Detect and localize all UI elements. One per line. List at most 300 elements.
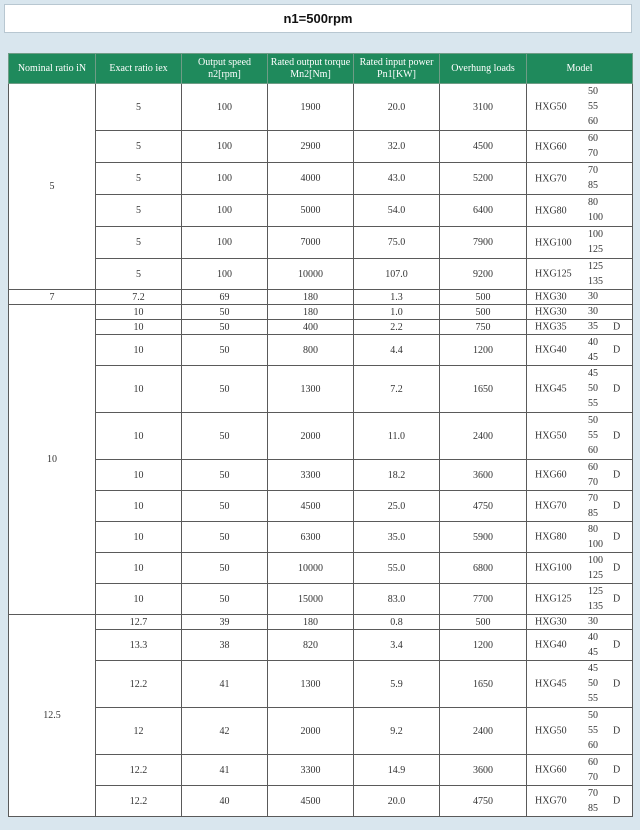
rated-torque-cell: 180 bbox=[268, 615, 354, 630]
rated-torque-cell: 3300 bbox=[268, 755, 354, 786]
model-name: HXG40 bbox=[535, 344, 567, 356]
model-sizes bbox=[588, 163, 598, 194]
table-row bbox=[9, 553, 633, 584]
table-row bbox=[9, 84, 633, 131]
rated-power-cell: 20.0 bbox=[354, 786, 440, 817]
table-row bbox=[9, 584, 633, 615]
table-row bbox=[9, 708, 633, 755]
rated-torque-cell: 4500 bbox=[268, 491, 354, 522]
model-sizes bbox=[588, 320, 598, 334]
exact-ratio-cell: 12 bbox=[96, 708, 182, 755]
overhung-load-cell: 2400 bbox=[440, 708, 527, 755]
output-speed-cell: 100 bbox=[182, 84, 268, 131]
overhung-load-cell: 500 bbox=[440, 305, 527, 320]
model-size: 70 bbox=[588, 476, 598, 488]
rated-torque-cell: 10000 bbox=[268, 553, 354, 584]
model-suffix: D bbox=[613, 593, 621, 605]
model-size: 125 bbox=[588, 585, 603, 597]
exact-ratio-cell: 10 bbox=[96, 413, 182, 460]
model-size: 70 bbox=[588, 787, 598, 799]
model-name: HXG50 bbox=[535, 725, 567, 737]
model-size: 50 bbox=[588, 382, 598, 394]
model-name: HXG60 bbox=[535, 469, 567, 481]
model-cell-content bbox=[527, 227, 632, 258]
model-size: 60 bbox=[588, 116, 598, 128]
model-sizes bbox=[588, 84, 598, 130]
model-cell bbox=[527, 320, 633, 335]
model-size: 55 bbox=[588, 693, 598, 705]
model-name: HXG30 bbox=[535, 616, 567, 628]
header-output-speed: Output speed n2[rpm] bbox=[182, 54, 268, 84]
model-size: 50 bbox=[588, 709, 598, 721]
output-speed-cell: 38 bbox=[182, 630, 268, 661]
model-cell bbox=[527, 335, 633, 366]
model-size: 85 bbox=[588, 507, 598, 519]
model-cell bbox=[527, 227, 633, 259]
model-cell bbox=[527, 491, 633, 522]
header-exact-ratio: Exact ratio iex bbox=[96, 54, 182, 84]
model-suffix: D bbox=[613, 531, 621, 543]
model-cell-content bbox=[527, 661, 632, 707]
model-name: HXG100 bbox=[535, 237, 572, 248]
rated-power-cell: 20.0 bbox=[354, 84, 440, 131]
rated-torque-cell: 820 bbox=[268, 630, 354, 661]
output-speed-cell: 42 bbox=[182, 708, 268, 755]
model-cell-content bbox=[527, 522, 632, 552]
overhung-load-cell: 5200 bbox=[440, 163, 527, 195]
output-speed-cell: 100 bbox=[182, 259, 268, 290]
overhung-load-cell: 1650 bbox=[440, 366, 527, 413]
rated-torque-cell: 1900 bbox=[268, 84, 354, 131]
rated-torque-cell: 7000 bbox=[268, 227, 354, 259]
model-size: 55 bbox=[588, 398, 598, 410]
output-speed-cell: 50 bbox=[182, 522, 268, 553]
output-speed-cell: 41 bbox=[182, 755, 268, 786]
model-sizes bbox=[588, 259, 603, 289]
model-size: 30 bbox=[588, 291, 598, 302]
overhung-load-cell: 4750 bbox=[440, 491, 527, 522]
model-cell-content bbox=[527, 584, 632, 614]
exact-ratio-cell: 5 bbox=[96, 195, 182, 227]
table-row bbox=[9, 661, 633, 708]
model-size: 30 bbox=[588, 306, 598, 317]
output-speed-cell: 50 bbox=[182, 335, 268, 366]
model-cell bbox=[527, 131, 633, 163]
model-cell bbox=[527, 708, 633, 755]
rated-power-cell: 75.0 bbox=[354, 227, 440, 259]
model-size: 40 bbox=[588, 631, 598, 643]
model-cell-content bbox=[527, 708, 632, 754]
model-cell bbox=[527, 615, 633, 630]
model-name: HXG70 bbox=[535, 500, 567, 512]
model-size: 125 bbox=[588, 569, 603, 581]
model-sizes bbox=[588, 584, 603, 614]
model-cell-content bbox=[527, 84, 632, 130]
model-sizes bbox=[588, 553, 603, 583]
exact-ratio-cell: 10 bbox=[96, 584, 182, 615]
model-suffix: D bbox=[613, 321, 621, 333]
rated-torque-cell: 2000 bbox=[268, 413, 354, 460]
overhung-load-cell: 1200 bbox=[440, 630, 527, 661]
overhung-load-cell: 9200 bbox=[440, 259, 527, 290]
exact-ratio-cell: 12.7 bbox=[96, 615, 182, 630]
model-name: HXG35 bbox=[535, 321, 567, 333]
rated-power-cell: 2.2 bbox=[354, 320, 440, 335]
model-size: 60 bbox=[588, 132, 598, 144]
model-suffix: D bbox=[613, 639, 621, 651]
model-cell-content bbox=[527, 755, 632, 785]
output-speed-cell: 40 bbox=[182, 786, 268, 817]
model-suffix: D bbox=[613, 383, 621, 395]
rated-power-cell: 1.3 bbox=[354, 290, 440, 305]
output-speed-cell: 50 bbox=[182, 413, 268, 460]
model-name: HXG70 bbox=[535, 173, 567, 184]
model-suffix: D bbox=[613, 764, 621, 776]
model-name: HXG125 bbox=[535, 268, 572, 280]
nominal-ratio-cell: 10 bbox=[9, 305, 96, 615]
model-suffix: D bbox=[613, 562, 621, 574]
model-size: 100 bbox=[588, 228, 603, 240]
nominal-ratio-cell: 7 bbox=[9, 290, 96, 305]
model-name: HXG50 bbox=[535, 101, 567, 113]
model-size: 135 bbox=[588, 600, 603, 612]
exact-ratio-cell: 10 bbox=[96, 522, 182, 553]
model-sizes bbox=[588, 460, 598, 490]
model-suffix: D bbox=[613, 430, 621, 442]
exact-ratio-cell: 12.2 bbox=[96, 661, 182, 708]
model-size: 85 bbox=[588, 802, 598, 814]
header-model: Model bbox=[527, 54, 633, 84]
model-sizes bbox=[588, 366, 598, 412]
model-cell bbox=[527, 584, 633, 615]
rated-torque-cell: 5000 bbox=[268, 195, 354, 227]
model-sizes bbox=[588, 305, 598, 319]
overhung-load-cell: 1650 bbox=[440, 661, 527, 708]
table-row bbox=[9, 615, 633, 630]
exact-ratio-cell: 13.3 bbox=[96, 630, 182, 661]
exact-ratio-cell: 5 bbox=[96, 163, 182, 195]
model-sizes bbox=[588, 661, 598, 707]
page-title: n1=500rpm bbox=[4, 4, 632, 33]
model-suffix: D bbox=[613, 500, 621, 512]
table-row bbox=[9, 786, 633, 817]
model-name: HXG45 bbox=[535, 383, 567, 395]
overhung-load-cell: 5900 bbox=[440, 522, 527, 553]
model-size: 60 bbox=[588, 756, 598, 768]
rated-torque-cell: 400 bbox=[268, 320, 354, 335]
output-speed-cell: 50 bbox=[182, 305, 268, 320]
output-speed-cell: 50 bbox=[182, 553, 268, 584]
exact-ratio-cell: 5 bbox=[96, 131, 182, 163]
overhung-load-cell: 500 bbox=[440, 615, 527, 630]
rated-power-cell: 1.0 bbox=[354, 305, 440, 320]
rated-power-cell: 83.0 bbox=[354, 584, 440, 615]
rated-torque-cell: 6300 bbox=[268, 522, 354, 553]
rated-torque-cell: 3300 bbox=[268, 460, 354, 491]
rated-torque-cell: 4000 bbox=[268, 163, 354, 195]
model-size: 100 bbox=[588, 554, 603, 566]
rated-power-cell: 55.0 bbox=[354, 553, 440, 584]
overhung-load-cell: 3600 bbox=[440, 755, 527, 786]
model-sizes bbox=[588, 131, 598, 162]
model-suffix: D bbox=[613, 469, 621, 481]
rated-power-cell: 3.4 bbox=[354, 630, 440, 661]
table-row bbox=[9, 320, 633, 335]
exact-ratio-cell: 10 bbox=[96, 305, 182, 320]
model-name: HXG70 bbox=[535, 795, 567, 807]
model-name: HXG60 bbox=[535, 141, 567, 152]
output-speed-cell: 41 bbox=[182, 661, 268, 708]
table-row bbox=[9, 460, 633, 491]
rated-power-cell: 4.4 bbox=[354, 335, 440, 366]
model-size: 55 bbox=[588, 724, 598, 736]
output-speed-cell: 50 bbox=[182, 491, 268, 522]
model-sizes bbox=[588, 413, 598, 459]
table-row bbox=[9, 290, 633, 305]
model-size: 70 bbox=[588, 148, 598, 160]
overhung-load-cell: 6800 bbox=[440, 553, 527, 584]
table-row bbox=[9, 305, 633, 320]
model-size: 80 bbox=[588, 523, 598, 535]
output-speed-cell: 100 bbox=[182, 163, 268, 195]
rating-table bbox=[8, 53, 633, 817]
exact-ratio-cell: 5 bbox=[96, 84, 182, 131]
model-cell-content bbox=[527, 259, 632, 289]
model-sizes bbox=[588, 491, 598, 521]
model-name: HXG45 bbox=[535, 678, 567, 690]
table-row bbox=[9, 227, 633, 259]
model-cell bbox=[527, 522, 633, 553]
exact-ratio-cell: 10 bbox=[96, 320, 182, 335]
model-size: 50 bbox=[588, 677, 598, 689]
rating-table-container bbox=[8, 53, 632, 817]
model-cell-content bbox=[527, 366, 632, 412]
header-overhung-loads: Overhung loads bbox=[440, 54, 527, 84]
rated-power-cell: 0.8 bbox=[354, 615, 440, 630]
model-size: 80 bbox=[588, 196, 598, 208]
model-size: 40 bbox=[588, 336, 598, 348]
model-size: 35 bbox=[588, 321, 598, 332]
output-speed-cell: 100 bbox=[182, 227, 268, 259]
model-size: 70 bbox=[588, 492, 598, 504]
model-size: 70 bbox=[588, 164, 598, 176]
model-cell bbox=[527, 366, 633, 413]
rated-torque-cell: 2900 bbox=[268, 131, 354, 163]
model-name: HXG50 bbox=[535, 430, 567, 442]
model-cell-content bbox=[527, 630, 632, 660]
model-name: HXG30 bbox=[535, 306, 567, 318]
rated-power-cell: 54.0 bbox=[354, 195, 440, 227]
model-cell bbox=[527, 163, 633, 195]
overhung-load-cell: 3100 bbox=[440, 84, 527, 131]
model-cell bbox=[527, 661, 633, 708]
model-size: 60 bbox=[588, 445, 598, 457]
table-row bbox=[9, 366, 633, 413]
model-cell-content bbox=[527, 553, 632, 583]
model-size: 55 bbox=[588, 100, 598, 112]
model-cell-content bbox=[527, 786, 632, 816]
rated-power-cell: 14.9 bbox=[354, 755, 440, 786]
model-size: 45 bbox=[588, 662, 598, 674]
model-cell-content bbox=[527, 290, 632, 304]
overhung-load-cell: 3600 bbox=[440, 460, 527, 491]
model-name: HXG125 bbox=[535, 593, 572, 605]
output-speed-cell: 39 bbox=[182, 615, 268, 630]
table-row bbox=[9, 755, 633, 786]
table-header bbox=[9, 54, 633, 84]
table-row bbox=[9, 630, 633, 661]
model-size: 85 bbox=[588, 180, 598, 192]
rated-power-cell: 5.9 bbox=[354, 661, 440, 708]
model-sizes bbox=[588, 615, 598, 629]
rated-torque-cell: 1300 bbox=[268, 661, 354, 708]
model-sizes bbox=[588, 522, 603, 552]
model-cell bbox=[527, 630, 633, 661]
table-row bbox=[9, 195, 633, 227]
nominal-ratio-cell: 5 bbox=[9, 84, 96, 290]
rated-torque-cell: 800 bbox=[268, 335, 354, 366]
model-cell bbox=[527, 413, 633, 460]
output-speed-cell: 100 bbox=[182, 131, 268, 163]
model-size: 60 bbox=[588, 461, 598, 473]
model-cell-content bbox=[527, 305, 632, 319]
model-name: HXG80 bbox=[535, 205, 567, 216]
model-cell-content bbox=[527, 460, 632, 490]
model-sizes bbox=[588, 290, 598, 304]
model-sizes bbox=[588, 335, 598, 365]
rated-power-cell: 35.0 bbox=[354, 522, 440, 553]
exact-ratio-cell: 12.2 bbox=[96, 755, 182, 786]
overhung-load-cell: 1200 bbox=[440, 335, 527, 366]
exact-ratio-cell: 10 bbox=[96, 460, 182, 491]
model-sizes bbox=[588, 227, 603, 258]
rated-torque-cell: 180 bbox=[268, 305, 354, 320]
rated-torque-cell: 2000 bbox=[268, 708, 354, 755]
output-speed-cell: 50 bbox=[182, 320, 268, 335]
model-cell-content bbox=[527, 335, 632, 365]
rated-power-cell: 9.2 bbox=[354, 708, 440, 755]
exact-ratio-cell: 10 bbox=[96, 491, 182, 522]
model-size: 50 bbox=[588, 85, 598, 97]
model-cell bbox=[527, 460, 633, 491]
model-sizes bbox=[588, 755, 598, 785]
model-cell-content bbox=[527, 491, 632, 521]
model-size: 50 bbox=[588, 414, 598, 426]
model-size: 30 bbox=[588, 616, 598, 627]
overhung-load-cell: 4500 bbox=[440, 131, 527, 163]
model-size: 100 bbox=[588, 538, 603, 550]
model-suffix: D bbox=[613, 344, 621, 356]
rated-power-cell: 43.0 bbox=[354, 163, 440, 195]
output-speed-cell: 50 bbox=[182, 460, 268, 491]
rated-torque-cell: 1300 bbox=[268, 366, 354, 413]
header-rated-torque: Rated output torque Mn2[Nm] bbox=[268, 54, 354, 84]
nominal-ratio-cell: 12.5 bbox=[9, 615, 96, 817]
overhung-load-cell: 500 bbox=[440, 290, 527, 305]
model-cell bbox=[527, 290, 633, 305]
overhung-load-cell: 2400 bbox=[440, 413, 527, 460]
model-size: 55 bbox=[588, 429, 598, 441]
model-size: 45 bbox=[588, 367, 598, 379]
model-suffix: D bbox=[613, 725, 621, 737]
model-name: HXG80 bbox=[535, 531, 567, 543]
overhung-load-cell: 750 bbox=[440, 320, 527, 335]
model-name: HXG100 bbox=[535, 562, 572, 574]
model-suffix: D bbox=[613, 678, 621, 690]
model-sizes bbox=[588, 708, 598, 754]
model-cell-content bbox=[527, 320, 632, 334]
model-name: HXG40 bbox=[535, 639, 567, 651]
overhung-load-cell: 7900 bbox=[440, 227, 527, 259]
rated-torque-cell: 180 bbox=[268, 290, 354, 305]
table-row bbox=[9, 131, 633, 163]
exact-ratio-cell: 10 bbox=[96, 366, 182, 413]
table-row bbox=[9, 491, 633, 522]
model-size: 125 bbox=[588, 260, 603, 272]
model-cell bbox=[527, 195, 633, 227]
model-size: 70 bbox=[588, 771, 598, 783]
model-size: 100 bbox=[588, 212, 603, 224]
model-name: HXG60 bbox=[535, 764, 567, 776]
rated-torque-cell: 15000 bbox=[268, 584, 354, 615]
exact-ratio-cell: 5 bbox=[96, 227, 182, 259]
rated-torque-cell: 10000 bbox=[268, 259, 354, 290]
exact-ratio-cell: 7.2 bbox=[96, 290, 182, 305]
output-speed-cell: 69 bbox=[182, 290, 268, 305]
model-cell-content bbox=[527, 195, 632, 226]
model-sizes bbox=[588, 630, 598, 660]
model-size: 135 bbox=[588, 275, 603, 287]
model-cell-content bbox=[527, 615, 632, 629]
rated-power-cell: 32.0 bbox=[354, 131, 440, 163]
output-speed-cell: 100 bbox=[182, 195, 268, 227]
model-cell bbox=[527, 553, 633, 584]
model-suffix: D bbox=[613, 795, 621, 807]
model-cell-content bbox=[527, 131, 632, 162]
table-row bbox=[9, 259, 633, 290]
rated-power-cell: 25.0 bbox=[354, 491, 440, 522]
output-speed-cell: 50 bbox=[182, 366, 268, 413]
model-size: 60 bbox=[588, 740, 598, 752]
model-sizes bbox=[588, 786, 598, 816]
model-cell bbox=[527, 84, 633, 131]
model-cell bbox=[527, 755, 633, 786]
model-name: HXG30 bbox=[535, 291, 567, 303]
model-cell bbox=[527, 786, 633, 817]
overhung-load-cell: 4750 bbox=[440, 786, 527, 817]
header-nominal-ratio: Nominal ratio iN bbox=[9, 54, 96, 84]
rated-power-cell: 107.0 bbox=[354, 259, 440, 290]
rated-power-cell: 7.2 bbox=[354, 366, 440, 413]
output-speed-cell: 50 bbox=[182, 584, 268, 615]
header-rated-power: Rated input power Pn1[KW] bbox=[354, 54, 440, 84]
model-cell bbox=[527, 259, 633, 290]
model-cell bbox=[527, 305, 633, 320]
table-body bbox=[9, 84, 633, 817]
table-row bbox=[9, 335, 633, 366]
table-row bbox=[9, 163, 633, 195]
exact-ratio-cell: 12.2 bbox=[96, 786, 182, 817]
rated-torque-cell: 4500 bbox=[268, 786, 354, 817]
model-sizes bbox=[588, 195, 603, 226]
exact-ratio-cell: 10 bbox=[96, 553, 182, 584]
overhung-load-cell: 7700 bbox=[440, 584, 527, 615]
model-size: 125 bbox=[588, 244, 603, 256]
model-size: 45 bbox=[588, 351, 598, 363]
model-cell-content bbox=[527, 413, 632, 459]
table-row bbox=[9, 413, 633, 460]
overhung-load-cell: 6400 bbox=[440, 195, 527, 227]
